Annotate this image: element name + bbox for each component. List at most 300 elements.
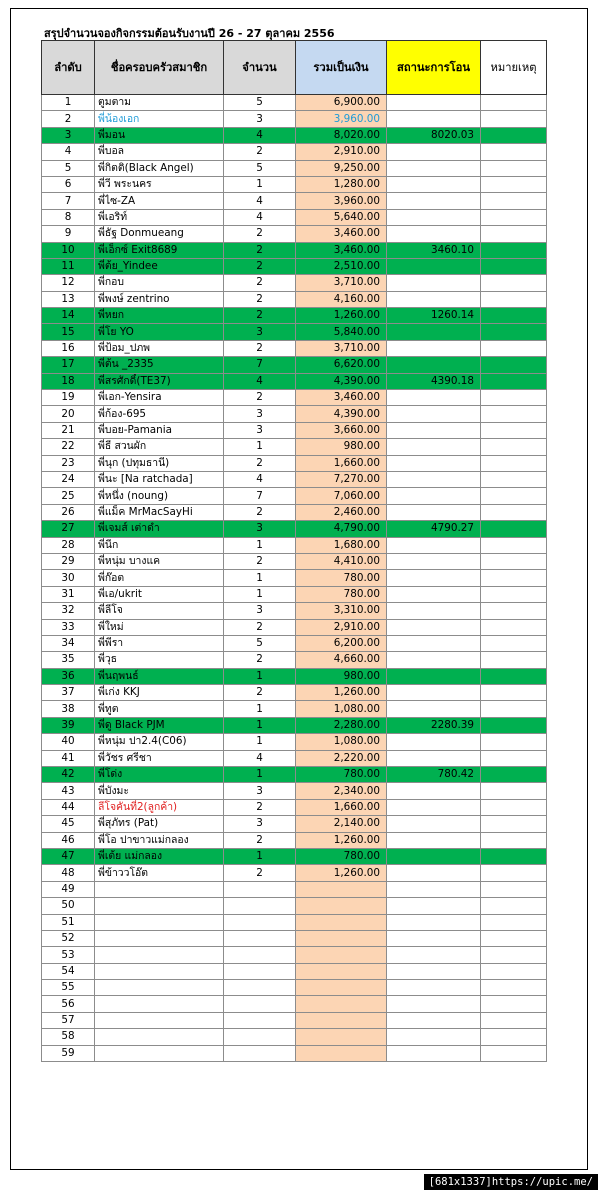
cell-total-amount	[296, 898, 387, 914]
cell-total-amount: 9,250.00	[296, 160, 387, 176]
cell-member-name	[95, 996, 224, 1012]
header-quantity: จำนวน	[224, 41, 296, 95]
cell-note	[481, 832, 547, 848]
cell-transfer-status	[387, 291, 481, 307]
cell-transfer-status	[387, 652, 481, 668]
cell-note	[481, 160, 547, 176]
cell-transfer-status	[387, 193, 481, 209]
cell-total-amount: 780.00	[296, 570, 387, 586]
cell-note	[481, 586, 547, 602]
cell-total-amount: 2,340.00	[296, 783, 387, 799]
cell-member-name: พี่พงษ์ zentrino	[95, 291, 224, 307]
cell-index: 1	[42, 95, 95, 111]
cell-quantity: 2	[224, 226, 296, 242]
cell-quantity: 2	[224, 308, 296, 324]
cell-total-amount: 1,680.00	[296, 537, 387, 553]
cell-quantity	[224, 898, 296, 914]
cell-quantity: 2	[224, 455, 296, 471]
cell-transfer-status	[387, 455, 481, 471]
table-row	[42, 471, 547, 487]
cell-index: 45	[42, 816, 95, 832]
cell-index: 20	[42, 406, 95, 422]
cell-note	[481, 258, 547, 274]
cell-total-amount	[296, 980, 387, 996]
table-row	[42, 947, 547, 963]
cell-index: 22	[42, 439, 95, 455]
cell-index: 12	[42, 275, 95, 291]
cell-quantity: 2	[224, 144, 296, 160]
cell-index: 31	[42, 586, 95, 602]
cell-total-amount: 2,280.00	[296, 717, 387, 733]
cell-note	[481, 275, 547, 291]
cell-note	[481, 947, 547, 963]
cell-quantity: 2	[224, 799, 296, 815]
cell-quantity: 2	[224, 504, 296, 520]
table-row	[42, 848, 547, 864]
table-row	[42, 767, 547, 783]
table-body	[42, 95, 547, 1062]
cell-quantity: 2	[224, 291, 296, 307]
cell-index: 34	[42, 635, 95, 651]
cell-member-name: พี่สรศักดิ์(TE37)	[95, 373, 224, 389]
cell-total-amount: 4,390.00	[296, 406, 387, 422]
cell-member-name: ลีโจคันที่2(ลูกค้า)	[95, 799, 224, 815]
cell-total-amount: 1,080.00	[296, 701, 387, 717]
cell-transfer-status	[387, 406, 481, 422]
cell-index: 57	[42, 1012, 95, 1028]
cell-transfer-status	[387, 996, 481, 1012]
cell-quantity	[224, 1012, 296, 1028]
cell-total-amount: 2,460.00	[296, 504, 387, 520]
cell-total-amount: 3,460.00	[296, 242, 387, 258]
table-row	[42, 586, 547, 602]
table-row	[42, 734, 547, 750]
cell-index: 26	[42, 504, 95, 520]
cell-member-name	[95, 1012, 224, 1028]
cell-quantity: 3	[224, 406, 296, 422]
table-row	[42, 603, 547, 619]
cell-quantity: 4	[224, 127, 296, 143]
cell-member-name	[95, 898, 224, 914]
table-row	[42, 996, 547, 1012]
cell-member-name: พี่โอ ปาขาวแม่กลอง	[95, 832, 224, 848]
cell-note	[481, 504, 547, 520]
cell-quantity	[224, 1045, 296, 1061]
cell-quantity: 5	[224, 635, 296, 651]
cell-total-amount: 4,160.00	[296, 291, 387, 307]
cell-index: 13	[42, 291, 95, 307]
cell-transfer-status	[387, 439, 481, 455]
cell-note	[481, 488, 547, 504]
table-row	[42, 619, 547, 635]
cell-note	[481, 619, 547, 635]
cell-member-name: พี่เจมส์ เต่าดำ	[95, 521, 224, 537]
cell-quantity: 1	[224, 848, 296, 864]
cell-total-amount: 4,390.00	[296, 373, 387, 389]
cell-note	[481, 963, 547, 979]
cell-index: 36	[42, 668, 95, 684]
cell-index: 25	[42, 488, 95, 504]
table-row	[42, 930, 547, 946]
cell-member-name: พี่กอบ	[95, 275, 224, 291]
cell-note	[481, 930, 547, 946]
cell-transfer-status: 780.42	[387, 767, 481, 783]
cell-quantity: 1	[224, 734, 296, 750]
cell-transfer-status	[387, 390, 481, 406]
cell-transfer-status	[387, 504, 481, 520]
cell-quantity: 2	[224, 619, 296, 635]
cell-note	[481, 980, 547, 996]
cell-transfer-status	[387, 685, 481, 701]
sheet-title: สรุปจำนวนจองกิจกรรมต้อนรับงานปี 26 - 27 ตุลาคม 2556	[44, 27, 335, 40]
cell-note	[481, 111, 547, 127]
cell-total-amount: 1,260.00	[296, 685, 387, 701]
table-row	[42, 537, 547, 553]
cell-transfer-status	[387, 160, 481, 176]
cell-transfer-status	[387, 422, 481, 438]
table-row	[42, 1012, 547, 1028]
cell-total-amount: 3,460.00	[296, 390, 387, 406]
cell-note	[481, 701, 547, 717]
cell-note	[481, 193, 547, 209]
cell-note	[481, 439, 547, 455]
cell-index: 41	[42, 750, 95, 766]
cell-note	[481, 95, 547, 111]
cell-quantity: 2	[224, 242, 296, 258]
cell-total-amount	[296, 1029, 387, 1045]
cell-member-name: พี่โด่ง	[95, 767, 224, 783]
cell-member-name: พี่เต้ย แม่กลอง	[95, 848, 224, 864]
cell-transfer-status	[387, 111, 481, 127]
cell-member-name: พี่ลีโจ	[95, 603, 224, 619]
cell-quantity	[224, 930, 296, 946]
table-row	[42, 783, 547, 799]
cell-member-name: พี่วัชร ศรีชา	[95, 750, 224, 766]
cell-note	[481, 898, 547, 914]
table-row	[42, 390, 547, 406]
cell-quantity: 1	[224, 767, 296, 783]
cell-total-amount: 1,280.00	[296, 176, 387, 192]
cell-transfer-status	[387, 848, 481, 864]
table-row	[42, 176, 547, 192]
cell-total-amount: 6,620.00	[296, 357, 387, 373]
cell-index: 53	[42, 947, 95, 963]
cell-index: 46	[42, 832, 95, 848]
cell-transfer-status	[387, 914, 481, 930]
cell-quantity: 2	[224, 865, 296, 881]
cell-quantity: 1	[224, 176, 296, 192]
table-row	[42, 553, 547, 569]
table-row	[42, 1045, 547, 1061]
cell-transfer-status: 8020.03	[387, 127, 481, 143]
cell-member-name	[95, 1029, 224, 1045]
cell-quantity: 1	[224, 439, 296, 455]
cell-transfer-status: 3460.10	[387, 242, 481, 258]
table-row	[42, 439, 547, 455]
cell-index: 3	[42, 127, 95, 143]
cell-total-amount: 7,060.00	[296, 488, 387, 504]
cell-total-amount: 1,660.00	[296, 455, 387, 471]
cell-transfer-status: 1260.14	[387, 308, 481, 324]
cell-note	[481, 865, 547, 881]
header-transfer-status: สถานะการโอน	[387, 41, 481, 95]
cell-total-amount: 1,660.00	[296, 799, 387, 815]
cell-member-name: พี่หนุ่ม บางแค	[95, 553, 224, 569]
cell-index: 28	[42, 537, 95, 553]
cell-index: 52	[42, 930, 95, 946]
table-row	[42, 816, 547, 832]
cell-transfer-status: 4790.27	[387, 521, 481, 537]
cell-member-name: พี่หนุ่ม ปา2.4(C06)	[95, 734, 224, 750]
cell-member-name: พี่ต้น _2335	[95, 357, 224, 373]
cell-transfer-status	[387, 668, 481, 684]
cell-note	[481, 652, 547, 668]
cell-note	[481, 455, 547, 471]
cell-quantity	[224, 963, 296, 979]
cell-member-name: พี่น้องเอก	[95, 111, 224, 127]
table-row	[42, 258, 547, 274]
cell-member-name	[95, 947, 224, 963]
cell-note	[481, 750, 547, 766]
table-row	[42, 652, 547, 668]
cell-quantity: 2	[224, 258, 296, 274]
cell-quantity: 3	[224, 324, 296, 340]
cell-transfer-status: 2280.39	[387, 717, 481, 733]
cell-quantity	[224, 980, 296, 996]
table-row	[42, 340, 547, 356]
table-row	[42, 799, 547, 815]
cell-quantity: 1	[224, 586, 296, 602]
cell-member-name: พี่วี พระนคร	[95, 176, 224, 192]
cell-total-amount: 1,080.00	[296, 734, 387, 750]
cell-note	[481, 242, 547, 258]
table-row	[42, 832, 547, 848]
cell-member-name	[95, 980, 224, 996]
cell-total-amount	[296, 963, 387, 979]
cell-member-name: พี่วุธ	[95, 652, 224, 668]
cell-quantity: 2	[224, 553, 296, 569]
cell-index: 55	[42, 980, 95, 996]
cell-member-name: พี่บอย-Pamania	[95, 422, 224, 438]
cell-transfer-status	[387, 701, 481, 717]
cell-total-amount: 780.00	[296, 586, 387, 602]
cell-index: 4	[42, 144, 95, 160]
cell-note	[481, 144, 547, 160]
cell-quantity: 2	[224, 652, 296, 668]
cell-total-amount: 1,260.00	[296, 308, 387, 324]
cell-member-name: พี่สุภัทร (Pat)	[95, 816, 224, 832]
cell-index: 33	[42, 619, 95, 635]
cell-note	[481, 390, 547, 406]
cell-quantity: 7	[224, 357, 296, 373]
cell-note	[481, 176, 547, 192]
cell-note	[481, 406, 547, 422]
cell-index: 58	[42, 1029, 95, 1045]
cell-transfer-status	[387, 586, 481, 602]
cell-transfer-status	[387, 898, 481, 914]
cell-transfer-status	[387, 947, 481, 963]
cell-member-name: พี่นะ [Na ratchada]	[95, 471, 224, 487]
cell-transfer-status	[387, 144, 481, 160]
cell-quantity: 3	[224, 783, 296, 799]
cell-member-name: พี่พีรา	[95, 635, 224, 651]
cell-member-name: ตูมตาม	[95, 95, 224, 111]
cell-index: 50	[42, 898, 95, 914]
cell-index: 9	[42, 226, 95, 242]
table-row	[42, 308, 547, 324]
cell-member-name: พี่ก้อง-695	[95, 406, 224, 422]
header-index: ลำดับ	[42, 41, 95, 95]
cell-total-amount	[296, 1012, 387, 1028]
cell-quantity: 1	[224, 668, 296, 684]
cell-member-name: พี่นฤพนธ์	[95, 668, 224, 684]
cell-index: 21	[42, 422, 95, 438]
cell-index: 14	[42, 308, 95, 324]
cell-index: 17	[42, 357, 95, 373]
cell-index: 2	[42, 111, 95, 127]
cell-total-amount: 3,660.00	[296, 422, 387, 438]
cell-note	[481, 209, 547, 225]
table-row	[42, 881, 547, 897]
cell-total-amount: 3,710.00	[296, 275, 387, 291]
table-row	[42, 914, 547, 930]
cell-index: 7	[42, 193, 95, 209]
cell-index: 24	[42, 471, 95, 487]
table-row	[42, 226, 547, 242]
cell-total-amount: 7,270.00	[296, 471, 387, 487]
table-row	[42, 750, 547, 766]
cell-quantity: 3	[224, 603, 296, 619]
table-row	[42, 291, 547, 307]
cell-quantity	[224, 914, 296, 930]
cell-note	[481, 848, 547, 864]
cell-note	[481, 357, 547, 373]
cell-member-name: พี่แม็ค MrMacSayHi	[95, 504, 224, 520]
cell-member-name	[95, 881, 224, 897]
cell-total-amount: 8,020.00	[296, 127, 387, 143]
table-row	[42, 111, 547, 127]
cell-quantity: 2	[224, 685, 296, 701]
cell-total-amount: 2,220.00	[296, 750, 387, 766]
table-row	[42, 144, 547, 160]
cell-index: 48	[42, 865, 95, 881]
cell-index: 30	[42, 570, 95, 586]
cell-note	[481, 127, 547, 143]
cell-index: 18	[42, 373, 95, 389]
cell-index: 59	[42, 1045, 95, 1061]
cell-index: 38	[42, 701, 95, 717]
cell-quantity: 5	[224, 160, 296, 176]
cell-transfer-status	[387, 537, 481, 553]
table-row	[42, 160, 547, 176]
table-row	[42, 685, 547, 701]
header-member-name: ชื่อครอบครัวสมาชิก	[95, 41, 224, 95]
cell-transfer-status	[387, 340, 481, 356]
cell-note	[481, 1045, 547, 1061]
cell-transfer-status	[387, 176, 481, 192]
table-row	[42, 324, 547, 340]
table-row	[42, 668, 547, 684]
cell-quantity: 7	[224, 488, 296, 504]
cell-member-name: พี่เอก-Yensira	[95, 390, 224, 406]
cell-note	[481, 668, 547, 684]
cell-quantity	[224, 996, 296, 1012]
cell-index: 27	[42, 521, 95, 537]
cell-note	[481, 1012, 547, 1028]
cell-note	[481, 685, 547, 701]
cell-transfer-status	[387, 750, 481, 766]
cell-member-name: พี่หนึ่ง (noung)	[95, 488, 224, 504]
cell-index: 54	[42, 963, 95, 979]
cell-transfer-status	[387, 963, 481, 979]
header-row	[42, 41, 547, 95]
cell-total-amount: 3,710.00	[296, 340, 387, 356]
cell-transfer-status	[387, 980, 481, 996]
cell-quantity: 4	[224, 373, 296, 389]
table-row	[42, 193, 547, 209]
cell-total-amount	[296, 996, 387, 1012]
cell-transfer-status	[387, 1045, 481, 1061]
cell-note	[481, 799, 547, 815]
cell-total-amount	[296, 881, 387, 897]
table-row	[42, 701, 547, 717]
cell-total-amount	[296, 930, 387, 946]
cell-transfer-status	[387, 881, 481, 897]
cell-member-name: พี่เอ็กซ์ Exit8689	[95, 242, 224, 258]
cell-index: 51	[42, 914, 95, 930]
cell-total-amount	[296, 914, 387, 930]
cell-index: 10	[42, 242, 95, 258]
cell-transfer-status	[387, 930, 481, 946]
cell-transfer-status	[387, 799, 481, 815]
cell-note	[481, 1029, 547, 1045]
cell-transfer-status	[387, 603, 481, 619]
cell-index: 39	[42, 717, 95, 733]
watermark: [681x1337]https://upic.me/	[424, 1174, 598, 1190]
table-row	[42, 242, 547, 258]
cell-member-name: พี่ก๊อต	[95, 570, 224, 586]
cell-quantity: 4	[224, 209, 296, 225]
cell-member-name	[95, 1045, 224, 1061]
cell-note	[481, 635, 547, 651]
cell-quantity: 1	[224, 537, 296, 553]
cell-member-name: พี่กิตติ(Black Angel)	[95, 160, 224, 176]
cell-quantity: 4	[224, 750, 296, 766]
cell-note	[481, 340, 547, 356]
cell-member-name: พี่ทูต	[95, 701, 224, 717]
cell-quantity: 2	[224, 340, 296, 356]
cell-transfer-status	[387, 570, 481, 586]
cell-member-name	[95, 963, 224, 979]
cell-member-name: พี่บังมะ	[95, 783, 224, 799]
cell-total-amount	[296, 947, 387, 963]
cell-note	[481, 226, 547, 242]
cell-member-name: พี่นุก (ปทุมธานี)	[95, 455, 224, 471]
cell-index: 23	[42, 455, 95, 471]
table-row	[42, 1029, 547, 1045]
cell-index: 15	[42, 324, 95, 340]
cell-total-amount: 2,910.00	[296, 144, 387, 160]
cell-member-name	[95, 914, 224, 930]
cell-index: 19	[42, 390, 95, 406]
cell-total-amount: 6,900.00	[296, 95, 387, 111]
cell-total-amount: 3,960.00	[296, 111, 387, 127]
cell-member-name: พี่ใหม่	[95, 619, 224, 635]
cell-total-amount: 4,410.00	[296, 553, 387, 569]
cell-transfer-status	[387, 226, 481, 242]
cell-member-name: พี่ไซ-ZA	[95, 193, 224, 209]
table-row	[42, 95, 547, 111]
